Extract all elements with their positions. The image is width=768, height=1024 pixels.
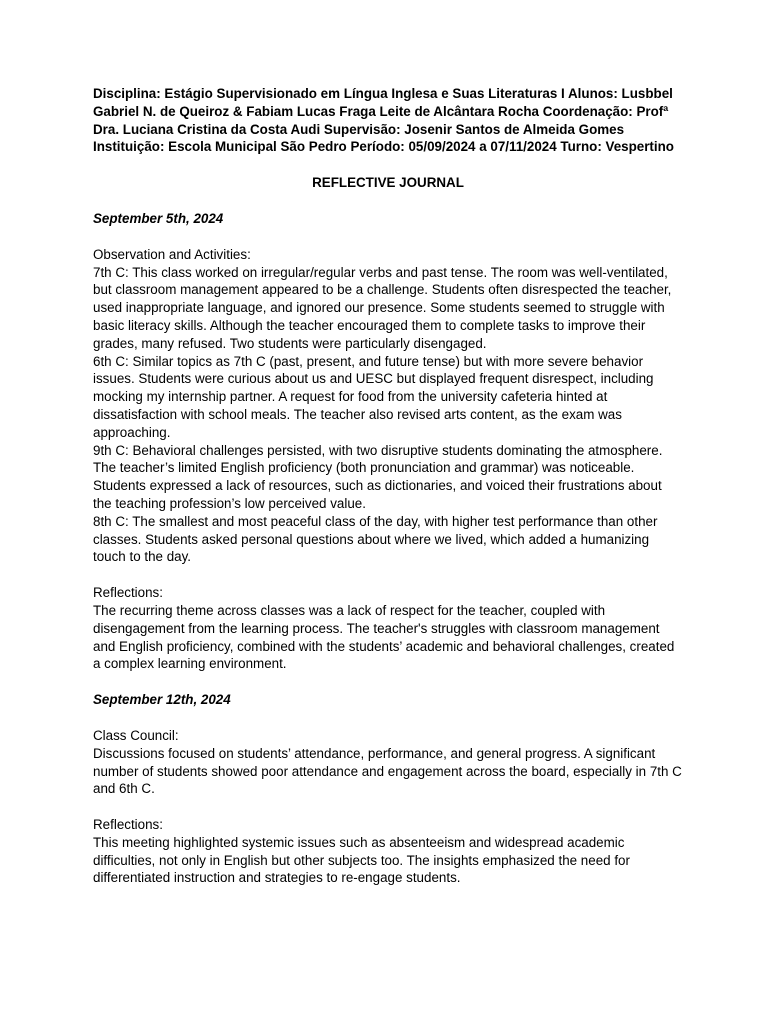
journal-entry	[93, 210, 683, 673]
class-council-paragraph: Discussions focused on students’ attendance, performance, and general progress. A significant number of students showed poor attendance and engagement across the board, especially in 7th C and 6th C.	[93, 745, 682, 797]
reflections-label: Reflections:	[93, 817, 163, 833]
observation-paragraph: 7th C: This class worked on irregular/regular verbs and past tense. The room was well-ventilated, but classroom management appeared to be a challenge. Students often disrespected the teacher, used inappropriate language, and ignored our presence. Some students seemed to struggle with basic literacy skills. Although the teacher encouraged them to complete tasks to improve their grades, many refused. Two students were particularly disengaged.	[93, 264, 672, 351]
observation-paragraph: 6th C: Similar topics as 7th C (past, present, and future tense) but with more severe behavior issues. Students were curious about us and UESC but displayed frequent disrespect, including mocking my internship partner. A request for food from the university cafeteria hinted at dissatisfaction with school meals. The teacher also revised arts content, as the exam was approaching.	[93, 353, 654, 440]
reflections-label: Reflections:	[93, 585, 163, 601]
observation-label: Observation and Activities:	[93, 246, 251, 262]
reflections-paragraph: The recurring theme across classes was a lack of respect for the teacher, coupled with disengagement from the learning process. The teacher's struggles with classroom management and English proficiency, combined with the students’ academic and behavioral challenges, created a complex learning environment.	[93, 602, 675, 672]
document-page	[93, 85, 683, 887]
entry-date: September 5th, 2024	[93, 210, 224, 226]
observation-paragraph: 8th C: The smallest and most peaceful class of the day, with higher test performance than other classes. Students asked personal questions about where we lived, which added a humanizing touch to the day.	[93, 513, 658, 565]
class-council-label: Class Council:	[93, 727, 179, 743]
course-header: Disciplina: Estágio Supervisionado em Língua Inglesa e Suas Literaturas I Alunos: Lusbbel Gabriel N. de Queiroz & Fabiam Lucas Fraga Leite de Alcântara Rocha Coordenação: Profª Dra. Luciana Cristina da Costa Audi Supervisão: Josenir Santos de Almeida Gomes Instituição: Escola Municipal São Pedro Período: 05/09/2024 a 07/11/2024 Turno: Vespertino	[93, 86, 674, 155]
journal-title: REFLECTIVE JOURNAL	[312, 175, 464, 191]
entry-date: September 12th, 2024	[93, 692, 231, 708]
journal-entry	[93, 691, 683, 887]
reflections-paragraph: This meeting highlighted systemic issues such as absenteeism and widespread academic difficulties, not only in English but other subjects too. The insights emphasized the need for differentiated instruction and strategies to re-engage students.	[93, 834, 630, 886]
observation-paragraph: 9th C: Behavioral challenges persisted, with two disruptive students dominating the atmosphere. The teacher’s limited English proficiency (both pronunciation and grammar) was noticeable. Students expressed a lack of resources, such as dictionaries, and voiced their frustrations about the teaching profession’s low perceived value.	[93, 442, 663, 511]
